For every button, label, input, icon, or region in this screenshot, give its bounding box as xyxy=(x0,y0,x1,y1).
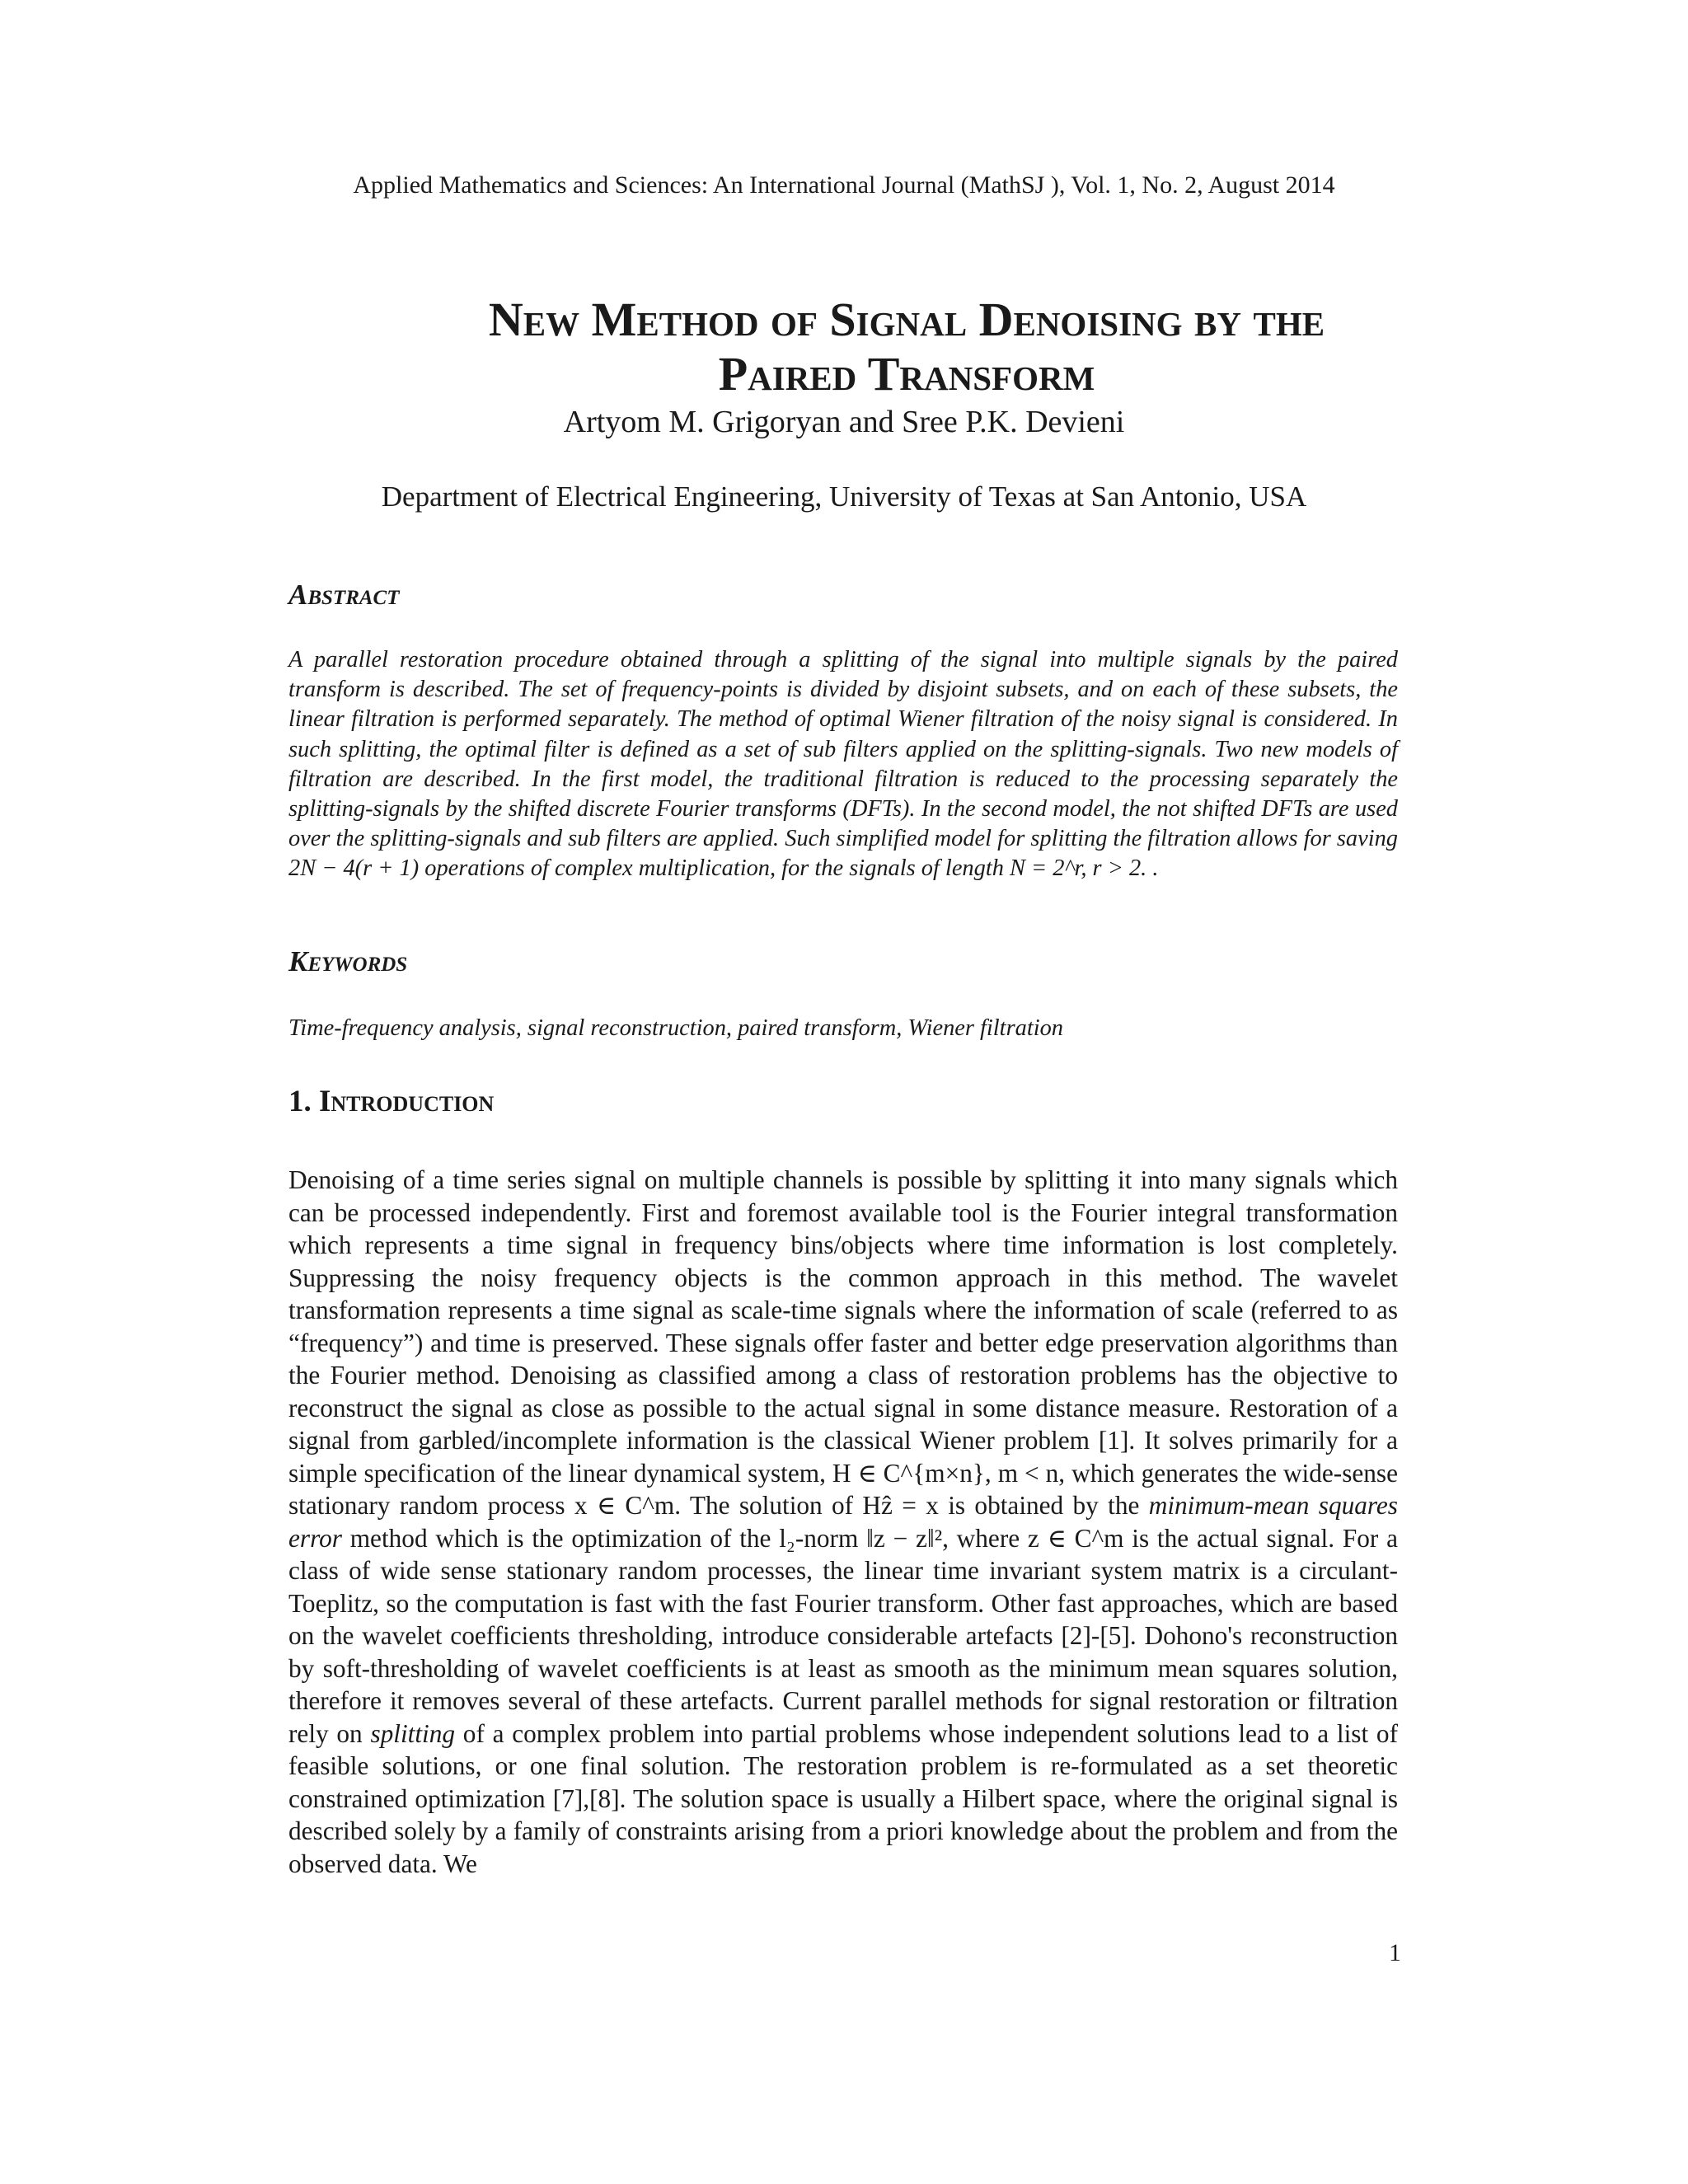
keywords-heading: Keywords xyxy=(288,945,408,977)
introduction-text-part-1: Denoising of a time series signal on multiple channels is possible by splitting it into many signals which can be processed independently. First and foremost available tool is the Fourier integral transformation which represents a time signal in frequency bins/objects where time information is lost completely. Suppressing the noisy frequency objects is the common approach in this method. The wavelet transformation represents a time signal as scale-time signals where the information of scale (referred to as “frequency”) and time is preserved. These signals offer faster and better edge preservation algorithms than the Fourier method. Denoising as classified among a class of restoration problems has the objective to reconstruct the signal as close as possible to the actual signal in some distance measure. Restoration of a signal from garbled/incomplete information is the classical Wiener problem [1]. It solves primarily for a simple specification of the linear dynamical system, H ∈ C^{m×n}, m < n, which generates the wide-sense stationary random process x ∈ C^m. The solution of Hẑ = x is obtained by the xyxy=(288,1165,1398,1520)
authors: Artyom M. Grigoryan and Sree P.K. Devieni xyxy=(563,405,1125,439)
introduction-emphasis-splitting: splitting xyxy=(370,1718,456,1748)
paper-title xyxy=(247,293,1566,401)
paper-title-line-2: Paired Transform xyxy=(718,347,1095,401)
affiliation: Department of Electrical Engineering, University of Texas at San Antonio, USA xyxy=(381,480,1307,513)
introduction-text xyxy=(288,1164,1398,1880)
introduction-emphasis-mmse: minimum-mean squares error xyxy=(288,1491,1398,1553)
paper-title-line-1: New Method of Signal Denoising by the xyxy=(488,293,1325,346)
introduction-heading: 1. Introduction xyxy=(288,1085,495,1118)
abstract-heading: Abstract xyxy=(288,579,400,611)
keywords-text: Time-frequency analysis, signal reconstruction, paired transform, Wiener filtration xyxy=(288,1015,1063,1041)
abstract-text: A parallel restoration procedure obtained through a splitting of the signal into multiple signals by the paired transform is described. The set of frequency-points is divided by disjoint subsets, and on each of these subsets, the linear filtration is performed separately. The method of optimal Wiener filtration of the noisy signal is considered. In such splitting, the optimal filter is defined as a set of sub filters applied on the splitting-signals. Two new models of filtration are described. In the first model, the traditional filtration is reduced to the processing separately the splitting-signals by the shifted discrete Fourier transforms (DFTs). In the second model, the not shifted DFTs are used over the splitting-signals and sub filters are applied. Such simplified model for splitting the filtration allows for saving 2N − 4(r + 1) operations of complex multiplication, for the signals of length N = 2^r, r > 2. . xyxy=(288,647,1398,882)
page-number: 1 xyxy=(1389,1939,1401,1966)
running-header: Applied Mathematics and Sciences: An International Journal (MathSJ ), Vol. 1, No. 2, August 2014 xyxy=(353,171,1335,199)
introduction-text-part-2: method which is the optimization of the l₂-norm ‖z − z‖², where z ∈ C^m is the actual signal. For a class of wide sense stationary random processes, the linear time invariant system matrix is a circulant-Toeplitz, so the computation is fast with the fast Fourier transform. Other fast approaches, which are based on the wavelet coefficients thresholding, introduce considerable artefacts [2]-[5]. Dohono's reconstruction by soft-thresholding of wavelet coefficients is at least as smooth as the minimum mean squares solution, therefore it removes several of these artefacts. Current parallel methods for signal restoration or filtration rely on xyxy=(288,1523,1398,1748)
introduction-text-part-3: of a complex problem into partial problems whose independent solutions lead to a list of feasible solutions, or one final solution. The restoration problem is re-formulated as a set theoretic constrained optimization [7],[8]. The solution space is usually a Hilbert space, where the original signal is described solely by a family of constraints arising from a priori knowledge about the problem and from the observed data. We xyxy=(288,1718,1398,1878)
